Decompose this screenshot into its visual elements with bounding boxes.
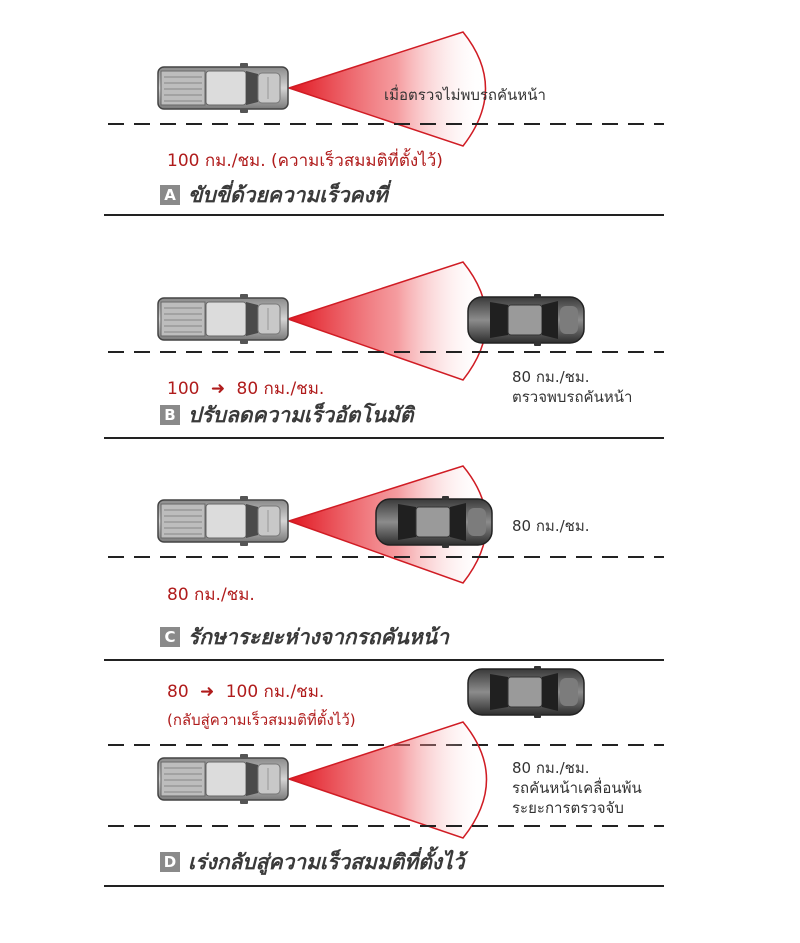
current-speed-label: 80 กม./ชม.	[167, 585, 255, 605]
sensor-beam	[289, 722, 487, 838]
front-vehicle-note: ระยะการตรวจจับ	[512, 799, 624, 817]
arrow-right-icon: ➜	[210, 379, 226, 399]
panel-letter-badge: C	[160, 627, 180, 647]
own-vehicle	[158, 496, 288, 546]
front-vehicle	[468, 294, 584, 346]
panel-title: เร่งกลับสู่ความเร็วสมมติที่ตั้งไว้	[188, 849, 465, 874]
speed-from: 80	[167, 682, 189, 702]
set-speed-label: 100 กม./ชม. (ความเร็วสมมติที่ตั้งไว้)	[167, 151, 443, 171]
panel-letter-badge: B	[160, 405, 180, 425]
front-vehicle-note: รถคันหน้าเคลื่อนพ้น	[512, 779, 642, 797]
speed-note: (กลับสู่ความเร็วสมมติที่ตั้งไว้)	[167, 711, 356, 729]
speed-to: 100 กม./ชม.	[225, 682, 325, 702]
speed-to: 80 กม./ชม.	[236, 379, 325, 399]
front-vehicle	[376, 496, 492, 548]
speed-from: 100	[167, 379, 200, 399]
front-vehicle	[468, 666, 584, 718]
own-vehicle	[158, 294, 288, 344]
speed-change-label	[167, 678, 324, 705]
panel-a-title	[160, 181, 388, 209]
panel-letter-badge: A	[160, 185, 180, 205]
front-vehicle-speed: 80 กม./ชม.	[512, 517, 590, 535]
panel-d-title	[160, 848, 464, 876]
sensor-note: เมื่อตรวจไม่พบรถคันหน้า	[384, 86, 546, 104]
own-vehicle	[158, 754, 288, 804]
own-vehicle	[158, 63, 288, 113]
panel-title: ปรับลดความเร็วอัตโนมัติ	[188, 402, 414, 427]
front-vehicle-speed: 80 กม./ชม.	[512, 759, 590, 777]
panel-letter-badge: D	[160, 852, 180, 872]
panel-c-title	[160, 623, 449, 651]
panel-title: ขับขี่ด้วยความเร็วคงที่	[188, 182, 388, 207]
panel-title: รักษาระยะห่างจากรถคันหน้า	[188, 624, 449, 649]
panel-b-title	[160, 401, 414, 429]
arrow-right-icon: ➜	[200, 682, 215, 702]
front-vehicle-note: ตรวจพบรถคันหน้า	[512, 388, 633, 406]
sensor-beam	[288, 262, 487, 380]
front-vehicle-speed: 80 กม./ชม.	[512, 368, 590, 386]
